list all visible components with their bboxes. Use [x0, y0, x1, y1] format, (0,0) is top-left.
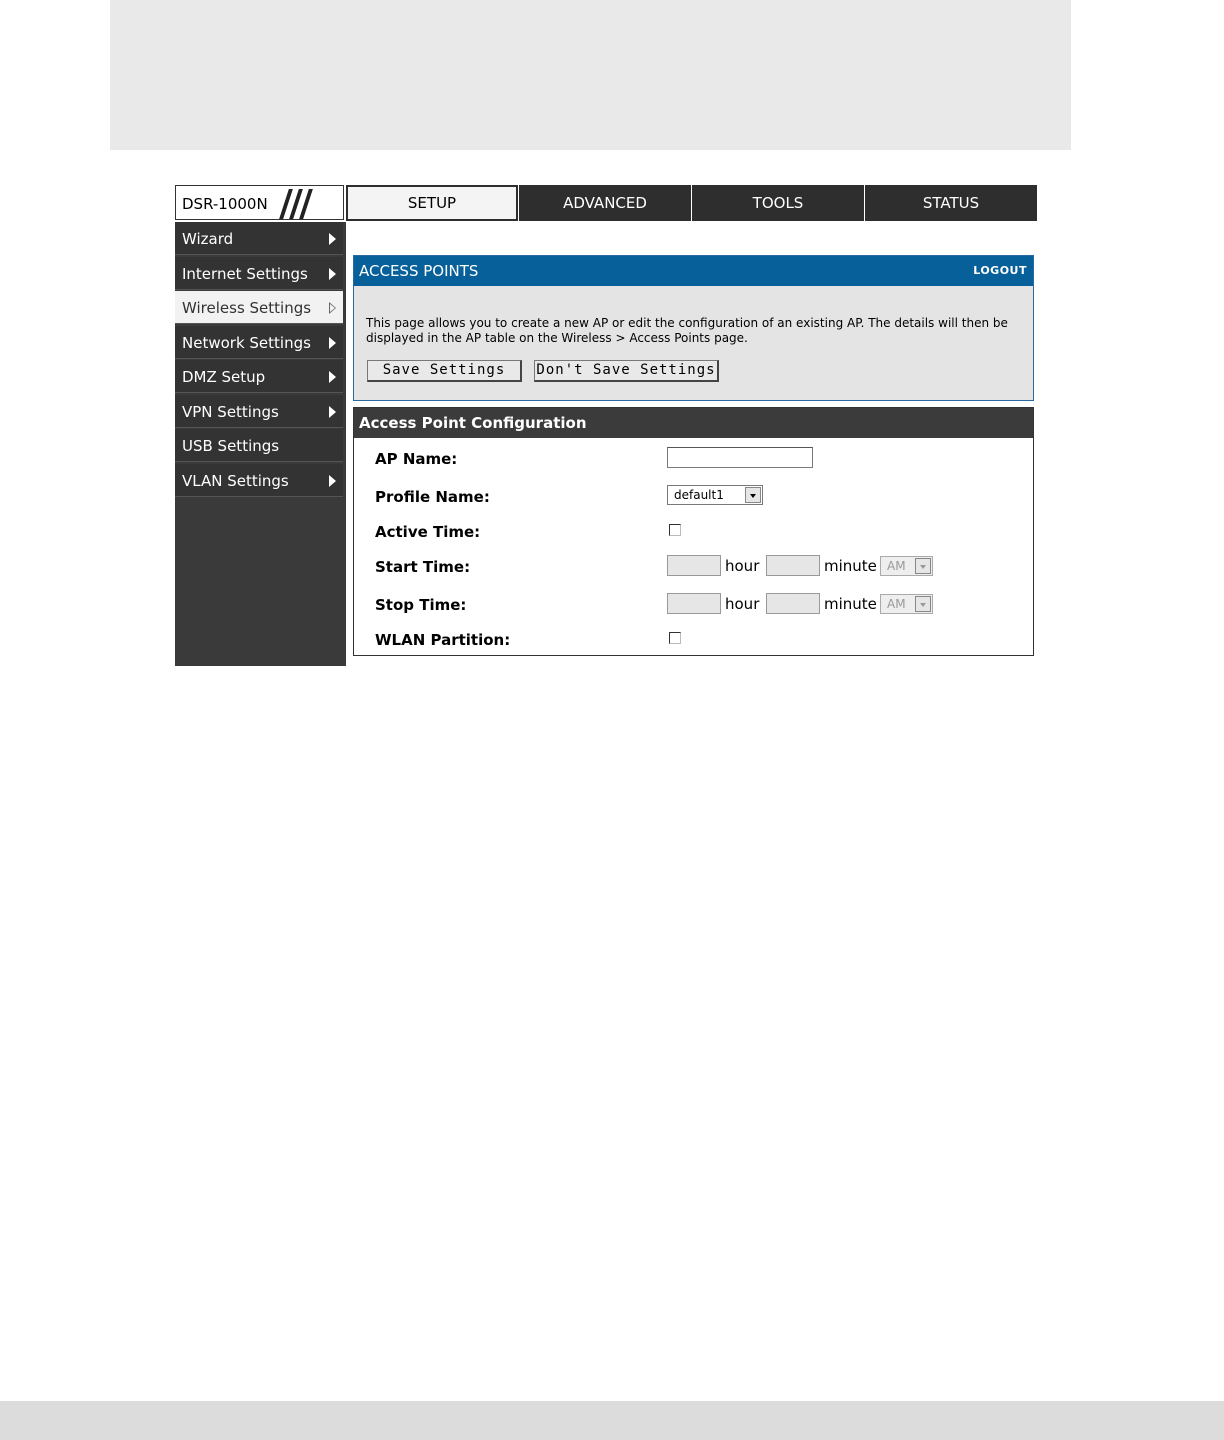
tab-setup[interactable]: SETUP: [346, 185, 518, 221]
active-time-label: Active Time:: [375, 523, 481, 541]
active-time-checkbox[interactable]: [669, 524, 681, 536]
start-minute-unit: minute: [824, 557, 877, 575]
top-page-band: [110, 0, 1071, 150]
chevron-right-outline-icon: [329, 302, 336, 314]
stop-hour-input[interactable]: [667, 593, 721, 614]
bottom-page-band: [0, 1401, 1224, 1440]
chevron-right-icon: [329, 337, 336, 349]
wlan-partition-checkbox[interactable]: [669, 632, 681, 644]
save-settings-button[interactable]: Save Settings: [367, 360, 522, 382]
sidebar-item-label: Internet Settings: [182, 264, 308, 283]
chevron-down-icon: [915, 596, 931, 612]
start-hour-unit: hour: [725, 557, 760, 575]
chevron-right-icon: [329, 233, 336, 245]
section-title: Access Point Configuration: [359, 414, 587, 432]
ap-name-label: AP Name:: [375, 450, 458, 468]
chevron-down-icon: [745, 487, 761, 503]
page-title: ACCESS POINTS: [359, 262, 479, 280]
chevron-right-icon: [329, 406, 336, 418]
sidebar-item-label: Wireless Settings: [182, 299, 312, 317]
access-points-panel: [353, 255, 1034, 401]
sidebar-item-vpn-settings[interactable]: [175, 395, 343, 428]
dont-save-settings-button[interactable]: Don't Save Settings: [534, 360, 719, 382]
sidebar-item-label: Network Settings: [182, 333, 311, 352]
ap-name-input[interactable]: [667, 447, 813, 468]
ap-config-header: [354, 408, 1033, 438]
sidebar-item-network-settings[interactable]: [175, 326, 343, 359]
start-ampm-value: AM: [887, 559, 906, 573]
top-nav-tabs: [346, 185, 1038, 221]
stop-ampm-select[interactable]: [880, 594, 933, 614]
sidebar-item-wizard[interactable]: [175, 222, 343, 255]
device-model: DSR-1000N: [182, 195, 268, 213]
sidebar-item-label: Wizard: [182, 230, 234, 248]
ap-config-panel: [353, 407, 1034, 656]
sidebar: [175, 222, 346, 666]
stop-minute-input[interactable]: [766, 593, 820, 614]
device-logo: [175, 185, 344, 220]
access-points-header: [354, 256, 1033, 286]
sidebar-item-label: USB Settings: [182, 437, 280, 455]
chevron-down-icon: [915, 558, 931, 574]
logout-link[interactable]: LOGOUT: [973, 264, 1027, 277]
start-time-label: Start Time:: [375, 558, 471, 576]
wlan-partition-label: WLAN Partition:: [375, 631, 511, 649]
tab-tools[interactable]: TOOLS: [692, 185, 864, 221]
profile-name-value: default1: [674, 488, 724, 502]
profile-name-label: Profile Name:: [375, 488, 490, 506]
sidebar-item-internet-settings[interactable]: [175, 257, 343, 290]
stop-ampm-value: AM: [887, 597, 906, 611]
start-hour-input[interactable]: [667, 555, 721, 576]
sidebar-item-wireless-settings[interactable]: [175, 291, 343, 324]
start-ampm-select[interactable]: [880, 556, 933, 576]
page-description: This page allows you to create a new AP or edit the configuration of an existing AP. The details will then be displayed in the AP table on the Wireless > Access Points page.: [366, 316, 1008, 345]
profile-name-select[interactable]: [667, 485, 763, 505]
sidebar-item-dmz-setup[interactable]: [175, 360, 343, 393]
sidebar-item-usb-settings[interactable]: [175, 429, 343, 462]
sidebar-item-label: VPN Settings: [182, 402, 279, 421]
chevron-right-icon: [329, 371, 336, 383]
chevron-right-icon: [329, 475, 336, 487]
sidebar-item-label: VLAN Settings: [182, 471, 289, 490]
chevron-right-icon: [329, 268, 336, 280]
stop-time-label: Stop Time:: [375, 596, 467, 614]
tab-advanced[interactable]: ADVANCED: [519, 185, 691, 221]
sidebar-item-vlan-settings[interactable]: [175, 464, 343, 497]
tab-status[interactable]: STATUS: [865, 185, 1037, 221]
sidebar-item-label: DMZ Setup: [182, 368, 266, 386]
start-minute-input[interactable]: [766, 555, 820, 576]
stop-minute-unit: minute: [824, 595, 877, 613]
stop-hour-unit: hour: [725, 595, 760, 613]
